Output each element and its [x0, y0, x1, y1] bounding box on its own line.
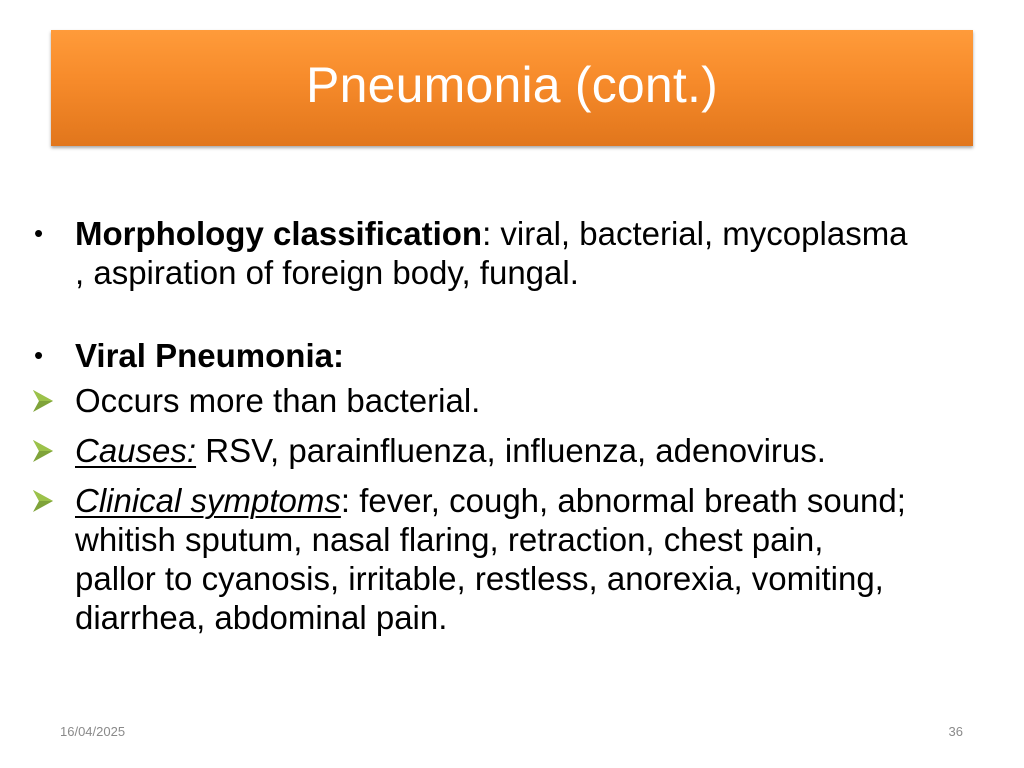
title-banner [51, 30, 973, 146]
subpoint-text [75, 431, 910, 470]
subpoint-text [75, 481, 910, 637]
subpoint-causes [30, 431, 910, 470]
arrow-right-icon [30, 381, 75, 420]
subpoint-occurs [30, 381, 910, 420]
subpoint-lead: Clinical symptoms [75, 482, 341, 519]
bullet-item-viral [30, 336, 910, 375]
bullet-body: : viral, bacterial, mycoplasma , aspiration of foreign body, fungal. [75, 215, 908, 291]
arrow-right-icon [30, 431, 75, 470]
page-number: 36 [948, 724, 963, 739]
slide-title: Pneumonia (cont.) [306, 57, 718, 113]
bullet-dot-icon: • [34, 218, 44, 248]
bullet-text [75, 214, 910, 292]
bullet-item-morphology [30, 214, 910, 292]
subpoint-clinical [30, 481, 910, 637]
bullet-dot-icon: • [34, 340, 44, 370]
footer-date: 16/04/2025 [60, 724, 126, 739]
subpoint-text: Occurs more than bacterial. [75, 382, 481, 419]
arrow-right-icon [30, 481, 75, 520]
subpoint-body: RSV, parainfluenza, influenza, adenovirus. [196, 432, 826, 469]
subpoint-body: : fever, cough, abnormal breath sound; whitish sputum, nasal flaring, retraction, chest pain, pallor to cyanosis, irritable, restless, anorexia, vomiting, diarrhea, abdominal pain. [75, 482, 906, 636]
bullet-label: Viral Pneumonia: [75, 337, 344, 374]
subpoint-lead: Causes: [75, 432, 197, 469]
bullet-text [75, 336, 910, 375]
slide-body [30, 214, 910, 637]
bullet-label: Morphology classification [75, 215, 483, 252]
